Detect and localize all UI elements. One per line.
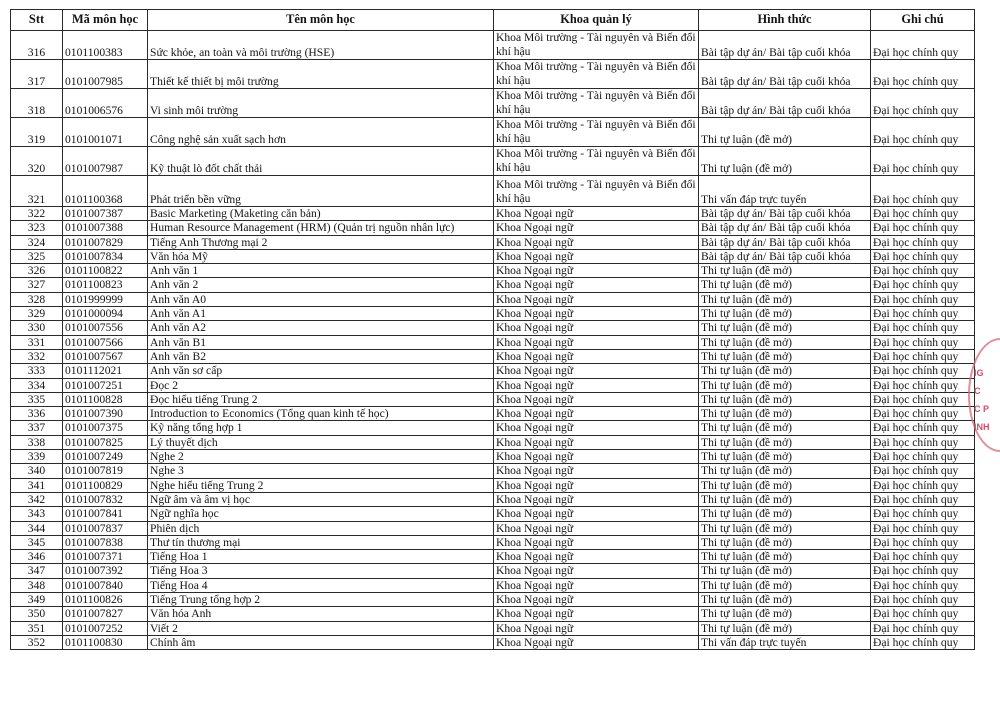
cell-managing-faculty: Khoa Ngoại ngữ xyxy=(494,378,699,392)
cell-course-name: Tiếng Anh Thương mại 2 xyxy=(148,235,494,249)
table-row xyxy=(11,321,975,335)
table-row xyxy=(11,593,975,607)
cell-managing-faculty: Khoa Ngoại ngữ xyxy=(494,421,699,435)
cell-managing-faculty: Khoa Ngoại ngữ xyxy=(494,593,699,607)
cell-course-code: 0101007567 xyxy=(63,349,148,363)
table-row xyxy=(11,435,975,449)
cell-stt: 328 xyxy=(11,292,63,306)
cell-course-name: Nghe hiểu tiếng Trung 2 xyxy=(148,478,494,492)
cell-course-name: Nghe 2 xyxy=(148,450,494,464)
cell-course-code: 0101007371 xyxy=(63,550,148,564)
cell-stt: 344 xyxy=(11,521,63,535)
cell-note: Đại học chính quy xyxy=(871,147,975,176)
cell-stt: 331 xyxy=(11,335,63,349)
cell-managing-faculty: Khoa Ngoại ngữ xyxy=(494,564,699,578)
table-row xyxy=(11,521,975,535)
cell-managing-faculty: Khoa Môi trường - Tài nguyên và Biến đổi khí hậu xyxy=(494,60,699,89)
header-exam-form: Hình thức xyxy=(699,10,871,31)
cell-stt: 325 xyxy=(11,249,63,263)
cell-course-code: 0101007827 xyxy=(63,607,148,621)
cell-course-code: 0101100822 xyxy=(63,264,148,278)
cell-managing-faculty: Khoa Ngoại ngữ xyxy=(494,321,699,335)
cell-stt: 351 xyxy=(11,621,63,635)
cell-managing-faculty: Khoa Ngoại ngữ xyxy=(494,392,699,406)
cell-managing-faculty: Khoa Ngoại ngữ xyxy=(494,335,699,349)
header-course-code: Mã môn học xyxy=(63,10,148,31)
cell-stt: 320 xyxy=(11,147,63,176)
cell-managing-faculty: Khoa Ngoại ngữ xyxy=(494,464,699,478)
cell-stt: 317 xyxy=(11,60,63,89)
cell-stt: 352 xyxy=(11,635,63,649)
table-row xyxy=(11,249,975,263)
cell-stt: 345 xyxy=(11,535,63,549)
cell-managing-faculty: Khoa Ngoại ngữ xyxy=(494,478,699,492)
cell-note: Đại học chính quy xyxy=(871,578,975,592)
cell-course-code: 0101007837 xyxy=(63,521,148,535)
cell-course-code: 0101007390 xyxy=(63,407,148,421)
cell-stt: 339 xyxy=(11,450,63,464)
cell-managing-faculty: Khoa Ngoại ngữ xyxy=(494,521,699,535)
cell-exam-form: Thi tự luận (đề mở) xyxy=(699,392,871,406)
table-row xyxy=(11,478,975,492)
table-row xyxy=(11,147,975,176)
cell-course-code: 0101006576 xyxy=(63,89,148,118)
cell-exam-form: Thi tự luận (đề mở) xyxy=(699,478,871,492)
cell-stt: 348 xyxy=(11,578,63,592)
table-row xyxy=(11,264,975,278)
cell-stt: 340 xyxy=(11,464,63,478)
cell-note: Đại học chính quy xyxy=(871,221,975,235)
cell-exam-form: Thi tự luận (đề mở) xyxy=(699,450,871,464)
table-row xyxy=(11,335,975,349)
table-row xyxy=(11,607,975,621)
cell-stt: 341 xyxy=(11,478,63,492)
cell-managing-faculty: Khoa Ngoại ngữ xyxy=(494,264,699,278)
header-note: Ghi chú xyxy=(871,10,975,31)
cell-course-name: Công nghệ sản xuất sạch hơn xyxy=(148,118,494,147)
cell-exam-form: Bài tập dự án/ Bài tập cuối khóa xyxy=(699,60,871,89)
table-row xyxy=(11,31,975,60)
cell-course-code: 0101007987 xyxy=(63,147,148,176)
cell-course-name: Kỹ năng tổng hợp 1 xyxy=(148,421,494,435)
cell-managing-faculty: Khoa Ngoại ngữ xyxy=(494,407,699,421)
cell-note: Đại học chính quy xyxy=(871,392,975,406)
cell-stt: 316 xyxy=(11,31,63,60)
cell-stt: 349 xyxy=(11,593,63,607)
cell-course-name: Sức khỏe, an toàn và môi trường (HSE) xyxy=(148,31,494,60)
cell-note: Đại học chính quy xyxy=(871,249,975,263)
cell-managing-faculty: Khoa Ngoại ngữ xyxy=(494,635,699,649)
cell-exam-form: Thi tự luận (đề mở) xyxy=(699,335,871,349)
cell-course-name: Human Resource Management (HRM) (Quản trị nguồn nhân lực) xyxy=(148,221,494,235)
cell-note: Đại học chính quy xyxy=(871,118,975,147)
cell-note: Đại học chính quy xyxy=(871,207,975,221)
stamp-fragment: C P xyxy=(974,404,990,414)
cell-course-name: Kỹ thuật lò đốt chất thải xyxy=(148,147,494,176)
cell-course-name: Đọc 2 xyxy=(148,378,494,392)
cell-managing-faculty: Khoa Ngoại ngữ xyxy=(494,207,699,221)
cell-stt: 323 xyxy=(11,221,63,235)
header-stt: Stt xyxy=(11,10,63,31)
cell-note: Đại học chính quy xyxy=(871,89,975,118)
cell-course-name: Basic Marketing (Maketing căn bản) xyxy=(148,207,494,221)
cell-course-name: Lý thuyết dịch xyxy=(148,435,494,449)
cell-course-code: 0101007819 xyxy=(63,464,148,478)
cell-note: Đại học chính quy xyxy=(871,349,975,363)
cell-exam-form: Thi tự luận (đề mở) xyxy=(699,535,871,549)
cell-stt: 334 xyxy=(11,378,63,392)
table-row xyxy=(11,492,975,506)
cell-managing-faculty: Khoa Môi trường - Tài nguyên và Biến đổi khí hậu xyxy=(494,147,699,176)
cell-course-code: 0101007392 xyxy=(63,564,148,578)
cell-exam-form: Thi tự luận (đề mở) xyxy=(699,435,871,449)
cell-note: Đại học chính quy xyxy=(871,535,975,549)
table-row xyxy=(11,578,975,592)
table-row xyxy=(11,235,975,249)
cell-course-code: 0101100383 xyxy=(63,31,148,60)
cell-managing-faculty: Khoa Ngoại ngữ xyxy=(494,307,699,321)
cell-course-name: Thiết kế thiết bị môi trường xyxy=(148,60,494,89)
cell-course-code: 0101000094 xyxy=(63,307,148,321)
cell-course-code: 0101007825 xyxy=(63,435,148,449)
table-row xyxy=(11,464,975,478)
cell-stt: 347 xyxy=(11,564,63,578)
cell-course-name: Phát triển bền vững xyxy=(148,176,494,207)
cell-exam-form: Bài tập dự án/ Bài tập cuối khóa xyxy=(699,221,871,235)
cell-exam-form: Bài tập dự án/ Bài tập cuối khóa xyxy=(699,31,871,60)
cell-note: Đại học chính quy xyxy=(871,335,975,349)
cell-course-code: 0101007387 xyxy=(63,207,148,221)
cell-managing-faculty: Khoa Ngoại ngữ xyxy=(494,621,699,635)
cell-note: Đại học chính quy xyxy=(871,407,975,421)
cell-course-name: Văn hóa Anh xyxy=(148,607,494,621)
cell-course-code: 0101007249 xyxy=(63,450,148,464)
cell-course-name: Vi sinh môi trường xyxy=(148,89,494,118)
table-row xyxy=(11,635,975,649)
cell-course-name: Ngữ nghĩa học xyxy=(148,507,494,521)
cell-exam-form: Thi tự luận (đề mở) xyxy=(699,550,871,564)
cell-note: Đại học chính quy xyxy=(871,635,975,649)
cell-course-name: Anh văn B1 xyxy=(148,335,494,349)
cell-exam-form: Thi tự luận (đề mở) xyxy=(699,593,871,607)
cell-stt: 335 xyxy=(11,392,63,406)
cell-exam-form: Thi tự luận (đề mở) xyxy=(699,364,871,378)
cell-note: Đại học chính quy xyxy=(871,621,975,635)
cell-course-code: 0101007556 xyxy=(63,321,148,335)
table-row xyxy=(11,621,975,635)
cell-stt: 336 xyxy=(11,407,63,421)
cell-exam-form: Bài tập dự án/ Bài tập cuối khóa xyxy=(699,207,871,221)
cell-course-code: 0101100826 xyxy=(63,593,148,607)
cell-course-code: 0101007829 xyxy=(63,235,148,249)
cell-course-code: 0101007566 xyxy=(63,335,148,349)
cell-note: Đại học chính quy xyxy=(871,60,975,89)
cell-exam-form: Thi tự luận (đề mở) xyxy=(699,118,871,147)
cell-course-code: 0101007252 xyxy=(63,621,148,635)
cell-exam-form: Thi tự luận (đề mở) xyxy=(699,378,871,392)
cell-course-code: 0101100830 xyxy=(63,635,148,649)
cell-exam-form: Thi tự luận (đề mở) xyxy=(699,621,871,635)
cell-exam-form: Bài tập dự án/ Bài tập cuối khóa xyxy=(699,235,871,249)
cell-exam-form: Thi tự luận (đề mở) xyxy=(699,349,871,363)
cell-course-name: Tiếng Hoa 4 xyxy=(148,578,494,592)
cell-note: Đại học chính quy xyxy=(871,235,975,249)
table-row xyxy=(11,535,975,549)
cell-managing-faculty: Khoa Ngoại ngữ xyxy=(494,450,699,464)
header-course-name: Tên môn học xyxy=(148,10,494,31)
stamp-fragment: IG xyxy=(974,368,984,378)
cell-managing-faculty: Khoa Ngoại ngữ xyxy=(494,235,699,249)
table-row xyxy=(11,89,975,118)
cell-exam-form: Thi tự luận (đề mở) xyxy=(699,147,871,176)
cell-exam-form: Thi tự luận (đề mở) xyxy=(699,492,871,506)
cell-course-name: Đọc hiểu tiếng Trung 2 xyxy=(148,392,494,406)
cell-course-code: 0101007388 xyxy=(63,221,148,235)
cell-exam-form: Thi tự luận (đề mở) xyxy=(699,292,871,306)
cell-managing-faculty: Khoa Ngoại ngữ xyxy=(494,435,699,449)
cell-managing-faculty: Khoa Ngoại ngữ xyxy=(494,249,699,263)
cell-note: Đại học chính quy xyxy=(871,292,975,306)
cell-stt: 322 xyxy=(11,207,63,221)
cell-note: Đại học chính quy xyxy=(871,264,975,278)
cell-course-name: Tiếng Hoa 3 xyxy=(148,564,494,578)
cell-note: Đại học chính quy xyxy=(871,435,975,449)
cell-exam-form: Thi vấn đáp trực tuyến xyxy=(699,176,871,207)
cell-note: Đại học chính quy xyxy=(871,278,975,292)
cell-stt: 329 xyxy=(11,307,63,321)
cell-stt: 321 xyxy=(11,176,63,207)
header-managing-faculty: Khoa quản lý xyxy=(494,10,699,31)
cell-managing-faculty: Khoa Ngoại ngữ xyxy=(494,364,699,378)
cell-course-code: 0101007375 xyxy=(63,421,148,435)
cell-stt: 346 xyxy=(11,550,63,564)
cell-exam-form: Thi vấn đáp trực tuyến xyxy=(699,635,871,649)
cell-exam-form: Bài tập dự án/ Bài tập cuối khóa xyxy=(699,89,871,118)
cell-note: Đại học chính quy xyxy=(871,550,975,564)
stamp-fragment: INH xyxy=(974,422,990,432)
cell-course-name: Anh văn B2 xyxy=(148,349,494,363)
cell-stt: 338 xyxy=(11,435,63,449)
cell-course-name: Anh văn A2 xyxy=(148,321,494,335)
table-row xyxy=(11,221,975,235)
cell-note: Đại học chính quy xyxy=(871,521,975,535)
cell-note: Đại học chính quy xyxy=(871,321,975,335)
cell-managing-faculty: Khoa Ngoại ngữ xyxy=(494,607,699,621)
cell-course-code: 0101112021 xyxy=(63,364,148,378)
cell-managing-faculty: Khoa Môi trường - Tài nguyên và Biến đổi khí hậu xyxy=(494,31,699,60)
cell-exam-form: Thi tự luận (đề mở) xyxy=(699,578,871,592)
cell-exam-form: Thi tự luận (đề mở) xyxy=(699,421,871,435)
cell-stt: 333 xyxy=(11,364,63,378)
cell-exam-form: Thi tự luận (đề mở) xyxy=(699,321,871,335)
table-row xyxy=(11,278,975,292)
cell-note: Đại học chính quy xyxy=(871,176,975,207)
cell-course-name: Anh văn A0 xyxy=(148,292,494,306)
cell-course-name: Viết 2 xyxy=(148,621,494,635)
cell-course-name: Chính âm xyxy=(148,635,494,649)
table-row xyxy=(11,407,975,421)
cell-course-code: 0101001071 xyxy=(63,118,148,147)
cell-course-code: 0101007251 xyxy=(63,378,148,392)
cell-exam-form: Thi tự luận (đề mở) xyxy=(699,507,871,521)
table-row xyxy=(11,176,975,207)
cell-course-code: 0101007834 xyxy=(63,249,148,263)
cell-exam-form: Thi tự luận (đề mở) xyxy=(699,521,871,535)
cell-note: Đại học chính quy xyxy=(871,364,975,378)
cell-stt: 324 xyxy=(11,235,63,249)
cell-exam-form: Thi tự luận (đề mở) xyxy=(699,607,871,621)
table-row xyxy=(11,421,975,435)
cell-course-name: Tiếng Trung tổng hợp 2 xyxy=(148,593,494,607)
cell-stt: 337 xyxy=(11,421,63,435)
table-row xyxy=(11,118,975,147)
cell-note: Đại học chính quy xyxy=(871,378,975,392)
table-row xyxy=(11,364,975,378)
cell-note: Đại học chính quy xyxy=(871,478,975,492)
table-row xyxy=(11,450,975,464)
table-row xyxy=(11,307,975,321)
cell-exam-form: Thi tự luận (đề mở) xyxy=(699,307,871,321)
cell-managing-faculty: Khoa Ngoại ngữ xyxy=(494,492,699,506)
cell-course-name: Ngữ âm và âm vị học xyxy=(148,492,494,506)
cell-exam-form: Thi tự luận (đề mở) xyxy=(699,407,871,421)
cell-note: Đại học chính quy xyxy=(871,307,975,321)
cell-note: Đại học chính quy xyxy=(871,607,975,621)
table-row xyxy=(11,60,975,89)
cell-stt: 343 xyxy=(11,507,63,521)
table-row xyxy=(11,550,975,564)
table-row xyxy=(11,392,975,406)
cell-course-code: 0101007985 xyxy=(63,60,148,89)
cell-managing-faculty: Khoa Ngoại ngữ xyxy=(494,292,699,306)
header-row xyxy=(11,10,975,31)
cell-exam-form: Thi tự luận (đề mở) xyxy=(699,264,871,278)
cell-exam-form: Thi tự luận (đề mở) xyxy=(699,464,871,478)
cell-note: Đại học chính quy xyxy=(871,31,975,60)
cell-note: Đại học chính quy xyxy=(871,507,975,521)
cell-managing-faculty: Khoa Môi trường - Tài nguyên và Biến đổi khí hậu xyxy=(494,176,699,207)
cell-course-code: 0101100828 xyxy=(63,392,148,406)
cell-stt: 326 xyxy=(11,264,63,278)
cell-stt: 318 xyxy=(11,89,63,118)
cell-stt: 327 xyxy=(11,278,63,292)
cell-managing-faculty: Khoa Ngoại ngữ xyxy=(494,550,699,564)
cell-note: Đại học chính quy xyxy=(871,564,975,578)
cell-stt: 350 xyxy=(11,607,63,621)
cell-managing-faculty: Khoa Ngoại ngữ xyxy=(494,507,699,521)
table-row xyxy=(11,207,975,221)
cell-course-code: 0101100829 xyxy=(63,478,148,492)
table-row xyxy=(11,507,975,521)
table-row xyxy=(11,349,975,363)
cell-exam-form: Thi tự luận (đề mở) xyxy=(699,564,871,578)
cell-managing-faculty: Khoa Ngoại ngữ xyxy=(494,578,699,592)
cell-course-code: 0101007840 xyxy=(63,578,148,592)
cell-course-code: 0101100368 xyxy=(63,176,148,207)
cell-stt: 330 xyxy=(11,321,63,335)
cell-managing-faculty: Khoa Ngoại ngữ xyxy=(494,535,699,549)
table-row xyxy=(11,292,975,306)
cell-note: Đại học chính quy xyxy=(871,450,975,464)
cell-course-code: 0101007838 xyxy=(63,535,148,549)
cell-course-name: Anh văn 2 xyxy=(148,278,494,292)
cell-course-name: Văn hóa Mỹ xyxy=(148,249,494,263)
cell-course-name: Anh văn 1 xyxy=(148,264,494,278)
table-row xyxy=(11,378,975,392)
cell-managing-faculty: Khoa Môi trường - Tài nguyên và Biến đổi khí hậu xyxy=(494,118,699,147)
cell-note: Đại học chính quy xyxy=(871,492,975,506)
cell-course-code: 0101999999 xyxy=(63,292,148,306)
cell-course-name: Introduction to Economics (Tổng quan kinh tế học) xyxy=(148,407,494,421)
cell-exam-form: Thi tự luận (đề mở) xyxy=(699,278,871,292)
cell-managing-faculty: Khoa Ngoại ngữ xyxy=(494,221,699,235)
cell-stt: 319 xyxy=(11,118,63,147)
stamp-fragment: C xyxy=(974,386,981,396)
cell-note: Đại học chính quy xyxy=(871,464,975,478)
cell-note: Đại học chính quy xyxy=(871,593,975,607)
cell-managing-faculty: Khoa Môi trường - Tài nguyên và Biến đổi khí hậu xyxy=(494,89,699,118)
cell-stt: 332 xyxy=(11,349,63,363)
cell-course-code: 0101007832 xyxy=(63,492,148,506)
cell-course-name: Nghe 3 xyxy=(148,464,494,478)
cell-note: Đại học chính quy xyxy=(871,421,975,435)
cell-managing-faculty: Khoa Ngoại ngữ xyxy=(494,349,699,363)
cell-course-name: Phiên dịch xyxy=(148,521,494,535)
cell-managing-faculty: Khoa Ngoại ngữ xyxy=(494,278,699,292)
course-table xyxy=(10,9,975,650)
table-row xyxy=(11,564,975,578)
cell-course-name: Tiếng Hoa 1 xyxy=(148,550,494,564)
cell-course-name: Anh văn A1 xyxy=(148,307,494,321)
cell-stt: 342 xyxy=(11,492,63,506)
cell-course-code: 0101007841 xyxy=(63,507,148,521)
cell-course-name: Anh văn sơ cấp xyxy=(148,364,494,378)
cell-course-code: 0101100823 xyxy=(63,278,148,292)
cell-exam-form: Bài tập dự án/ Bài tập cuối khóa xyxy=(699,249,871,263)
cell-course-name: Thư tín thương mại xyxy=(148,535,494,549)
